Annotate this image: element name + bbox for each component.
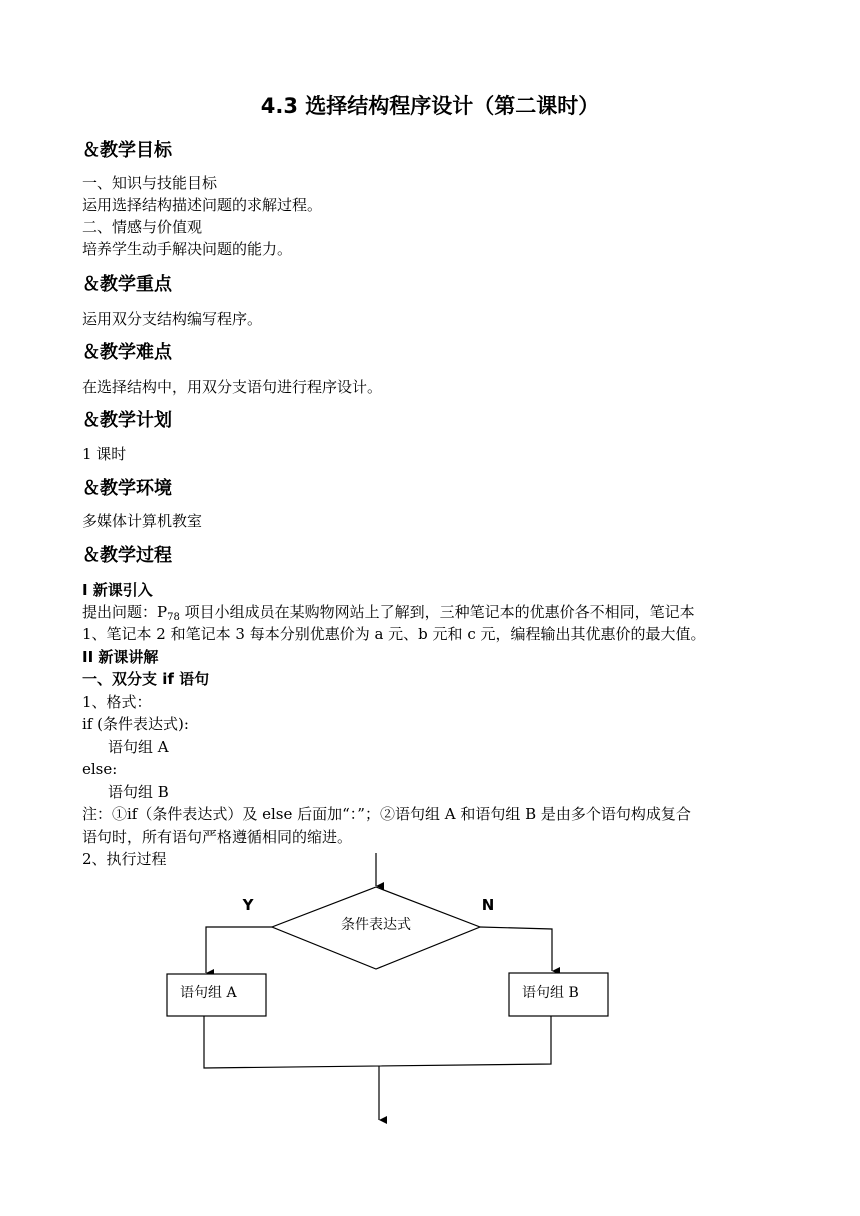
merge-line xyxy=(204,1016,551,1068)
exec-label: 2、执行过程 xyxy=(82,850,167,868)
goals-line-2: 运用选择结构描述问题的求解过程。 xyxy=(82,196,323,214)
page-title: 4.3 选择结构程序设计（第二课时） xyxy=(260,94,600,118)
intro-line-1-rest: 项目小组成员在某购物网站上了解到，三种笔记本的优惠价各不相同，笔记本 xyxy=(179,603,695,621)
no-branch-line xyxy=(480,927,552,971)
goals-line-1: 一、知识与技能目标 xyxy=(82,174,218,192)
if-title: 一、双分支 if 语句 xyxy=(82,670,210,688)
environment-text: 多媒体计算机教室 xyxy=(82,512,203,530)
heading-keypoints: ＆教学重点 xyxy=(82,274,172,295)
intro-page-subscript: 78 xyxy=(167,612,180,623)
block-b-label: 语句组 B xyxy=(522,985,579,1001)
plan-text: 1 课时 xyxy=(82,445,127,463)
yes-branch-line xyxy=(206,927,272,973)
heading-goals: ＆教学目标 xyxy=(82,140,172,161)
heading-process: ＆教学过程 xyxy=(82,545,172,566)
intro-title: I 新课引入 xyxy=(82,581,153,599)
code-line-block-a: 语句组 A xyxy=(108,738,169,756)
code-line-block-b: 语句组 B xyxy=(108,783,169,801)
code-line-if: if (条件表达式): xyxy=(82,715,189,733)
keypoints-text: 运用双分支结构编写程序。 xyxy=(82,310,263,328)
goals-line-3: 二、情感与价值观 xyxy=(82,218,203,236)
no-label: N xyxy=(481,896,495,914)
lecture-title: II 新课讲解 xyxy=(82,648,159,666)
note-line-1: 注：①if（条件表达式）及 else 后面加“：”；②语句组 A 和语句组 B 是由多个语句构成复合 xyxy=(82,805,691,823)
intro-line-2: 1、笔记本 2 和笔记本 3 每本分别优惠价为 a 元、b 元和 c 元，编程输出其优惠价的最大值。 xyxy=(82,625,706,643)
intro-prefix: 提出问题：P xyxy=(82,603,168,621)
goals-line-4: 培养学生动手解决问题的能力。 xyxy=(82,240,293,258)
format-label: 1、格式： xyxy=(82,693,152,711)
heading-difficulties: ＆教学难点 xyxy=(82,342,172,363)
difficulties-text: 在选择结构中，用双分支语句进行程序设计。 xyxy=(82,378,383,396)
heading-plan: ＆教学计划 xyxy=(82,410,172,431)
condition-label: 条件表达式 xyxy=(341,917,411,933)
note-line-2: 语句时，所有语句严格遵循相同的缩进。 xyxy=(82,828,353,846)
block-a-label: 语句组 A xyxy=(180,985,237,1001)
code-line-else: else: xyxy=(82,760,118,778)
heading-environment: ＆教学环境 xyxy=(82,478,172,499)
yes-label: Y xyxy=(242,896,254,914)
